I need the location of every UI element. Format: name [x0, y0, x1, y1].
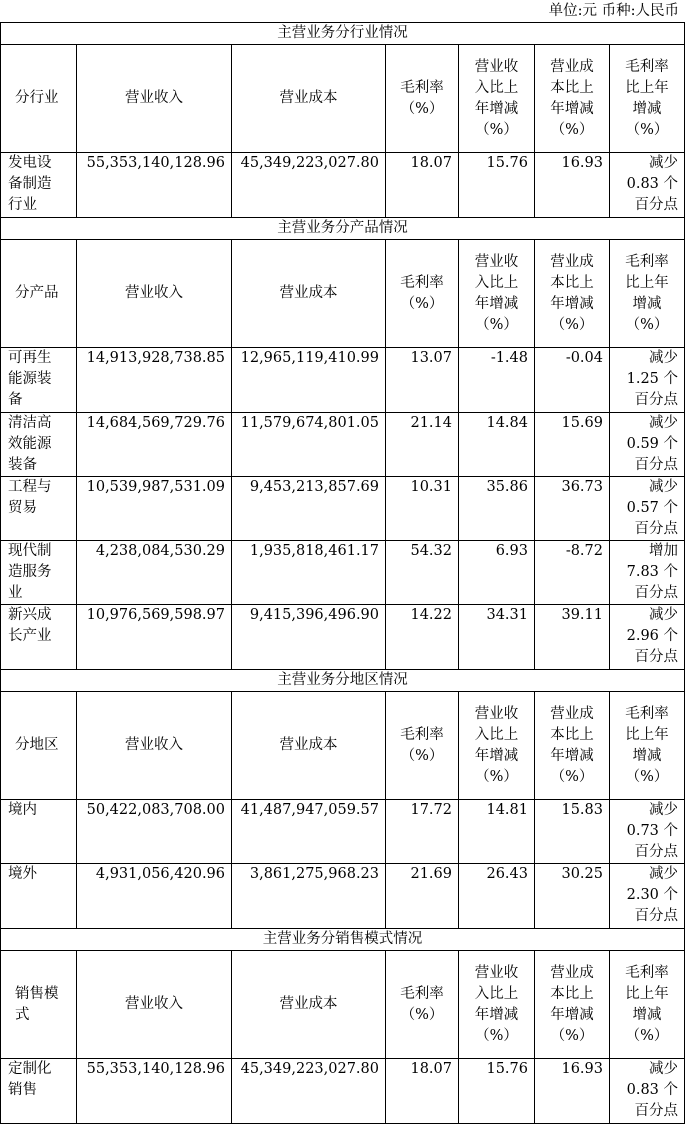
section-title: 主营业务分销售模式情况	[1, 929, 685, 951]
column-header-row	[1, 951, 685, 1059]
revenue-change-cell: 14.84	[459, 413, 535, 477]
header-revenue-change: 营业收 入比上 年增减 （%）	[459, 692, 535, 800]
row-label: 现代制 造服务 业	[1, 541, 77, 605]
row-label: 可再生 能源装 备	[1, 348, 77, 413]
unit-currency-note: 单位:元 币种:人民币	[548, 3, 679, 19]
table-row	[1, 605, 685, 670]
revenue-cell: 14,913,928,738.85	[77, 348, 232, 413]
gross-margin-cell: 54.32	[386, 541, 459, 605]
header-revenue: 营业收入	[77, 240, 232, 348]
cost-cell: 9,415,396,496.90	[232, 605, 386, 670]
section-title-row	[1, 929, 685, 951]
cost-change-cell: 36.73	[535, 477, 610, 541]
header-revenue: 营业收入	[77, 45, 232, 153]
cost-cell: 45,349,223,027.80	[232, 153, 386, 218]
gross-margin-cell: 14.22	[386, 605, 459, 670]
revenue-change-cell: 15.76	[459, 1059, 535, 1124]
cost-cell: 12,965,119,410.99	[232, 348, 386, 413]
revenue-change-cell: 26.43	[459, 864, 535, 929]
gross-margin-cell: 17.72	[386, 800, 459, 864]
header-revenue-change: 营业收 入比上 年增减 （%）	[459, 240, 535, 348]
header-category: 分行业	[1, 45, 77, 153]
column-header-row	[1, 45, 685, 153]
header-revenue: 营业收入	[77, 951, 232, 1059]
gross-margin-cell: 13.07	[386, 348, 459, 413]
header-cost: 营业成本	[232, 45, 386, 153]
cost-cell: 45,349,223,027.80	[232, 1059, 386, 1124]
margin-change-cell: 减少 0.57 个 百分点	[610, 477, 685, 541]
header-cost: 营业成本	[232, 240, 386, 348]
header-cost-change: 营业成 本比上 年增减 （%）	[535, 45, 610, 153]
margin-change-cell: 增加 7.83 个 百分点	[610, 541, 685, 605]
header-cost-change: 营业成 本比上 年增减 （%）	[535, 240, 610, 348]
table-row	[1, 413, 685, 477]
revenue-change-cell: -1.48	[459, 348, 535, 413]
header-category: 销售模 式	[1, 951, 77, 1059]
header-gross-margin: 毛利率 （%）	[386, 45, 459, 153]
cost-change-cell: -8.72	[535, 541, 610, 605]
revenue-cell: 55,353,140,128.96	[77, 1059, 232, 1124]
margin-change-cell: 减少 2.96 个 百分点	[610, 605, 685, 670]
margin-change-cell: 减少 0.59 个 百分点	[610, 413, 685, 477]
revenue-change-cell: 6.93	[459, 541, 535, 605]
header-category: 分地区	[1, 692, 77, 800]
cost-cell: 41,487,947,059.57	[232, 800, 386, 864]
margin-change-cell: 减少 0.73 个 百分点	[610, 800, 685, 864]
revenue-change-cell: 34.31	[459, 605, 535, 670]
header-cost-change: 营业成 本比上 年增减 （%）	[535, 692, 610, 800]
table-row	[1, 348, 685, 413]
revenue-cell: 10,976,569,598.97	[77, 605, 232, 670]
table-row	[1, 541, 685, 605]
cost-cell: 11,579,674,801.05	[232, 413, 386, 477]
table-row	[1, 1059, 685, 1124]
row-label: 新兴成 长产业	[1, 605, 77, 670]
cost-change-cell: 30.25	[535, 864, 610, 929]
cost-cell: 1,935,818,461.17	[232, 541, 386, 605]
cost-change-cell: 15.69	[535, 413, 610, 477]
section-title: 主营业务分行业情况	[1, 23, 685, 45]
header-cost: 营业成本	[232, 692, 386, 800]
header-cost-change: 营业成 本比上 年增减 （%）	[535, 951, 610, 1059]
table-row	[1, 864, 685, 929]
section-title-row	[1, 23, 685, 45]
gross-margin-cell: 18.07	[386, 153, 459, 218]
header-revenue-change: 营业收 入比上 年增减 （%）	[459, 951, 535, 1059]
gross-margin-cell: 21.14	[386, 413, 459, 477]
cost-cell: 9,453,213,857.69	[232, 477, 386, 541]
gross-margin-cell: 18.07	[386, 1059, 459, 1124]
header-gross-margin: 毛利率 （%）	[386, 692, 459, 800]
section-title: 主营业务分地区情况	[1, 670, 685, 692]
margin-change-cell: 减少 2.30 个 百分点	[610, 864, 685, 929]
revenue-cell: 50,422,083,708.00	[77, 800, 232, 864]
cost-change-cell: 16.93	[535, 153, 610, 218]
row-label: 清洁高 效能源 装备	[1, 413, 77, 477]
cost-cell: 3,861,275,968.23	[232, 864, 386, 929]
section-title: 主营业务分产品情况	[1, 218, 685, 240]
main-business-table	[0, 22, 685, 1124]
revenue-cell: 4,238,084,530.29	[77, 541, 232, 605]
header-margin-change: 毛利率 比上年 增减 （%）	[610, 692, 685, 800]
section-title-row	[1, 670, 685, 692]
gross-margin-cell: 10.31	[386, 477, 459, 541]
cost-change-cell: 15.83	[535, 800, 610, 864]
header-revenue: 营业收入	[77, 692, 232, 800]
margin-change-cell: 减少 1.25 个 百分点	[610, 348, 685, 413]
row-label: 发电设 备制造 行业	[1, 153, 77, 218]
gross-margin-cell: 21.69	[386, 864, 459, 929]
table-row	[1, 477, 685, 541]
revenue-cell: 55,353,140,128.96	[77, 153, 232, 218]
row-label: 境内	[1, 800, 77, 864]
revenue-change-cell: 15.76	[459, 153, 535, 218]
margin-change-cell: 减少 0.83 个 百分点	[610, 153, 685, 218]
header-cost: 营业成本	[232, 951, 386, 1059]
section-title-row	[1, 218, 685, 240]
row-label: 工程与 贸易	[1, 477, 77, 541]
row-label: 定制化 销售	[1, 1059, 77, 1124]
revenue-cell: 10,539,987,531.09	[77, 477, 232, 541]
table-row	[1, 800, 685, 864]
revenue-change-cell: 35.86	[459, 477, 535, 541]
margin-change-cell: 减少 0.83 个 百分点	[610, 1059, 685, 1124]
header-margin-change: 毛利率 比上年 增减 （%）	[610, 951, 685, 1059]
revenue-cell: 4,931,056,420.96	[77, 864, 232, 929]
revenue-change-cell: 14.81	[459, 800, 535, 864]
column-header-row	[1, 692, 685, 800]
header-revenue-change: 营业收 入比上 年增减 （%）	[459, 45, 535, 153]
revenue-cell: 14,684,569,729.76	[77, 413, 232, 477]
cost-change-cell: 16.93	[535, 1059, 610, 1124]
header-margin-change: 毛利率 比上年 增减 （%）	[610, 45, 685, 153]
cost-change-cell: 39.11	[535, 605, 610, 670]
header-category: 分产品	[1, 240, 77, 348]
header-gross-margin: 毛利率 （%）	[386, 240, 459, 348]
row-label: 境外	[1, 864, 77, 929]
cost-change-cell: -0.04	[535, 348, 610, 413]
table-row	[1, 153, 685, 218]
column-header-row	[1, 240, 685, 348]
header-gross-margin: 毛利率 （%）	[386, 951, 459, 1059]
header-margin-change: 毛利率 比上年 增减 （%）	[610, 240, 685, 348]
